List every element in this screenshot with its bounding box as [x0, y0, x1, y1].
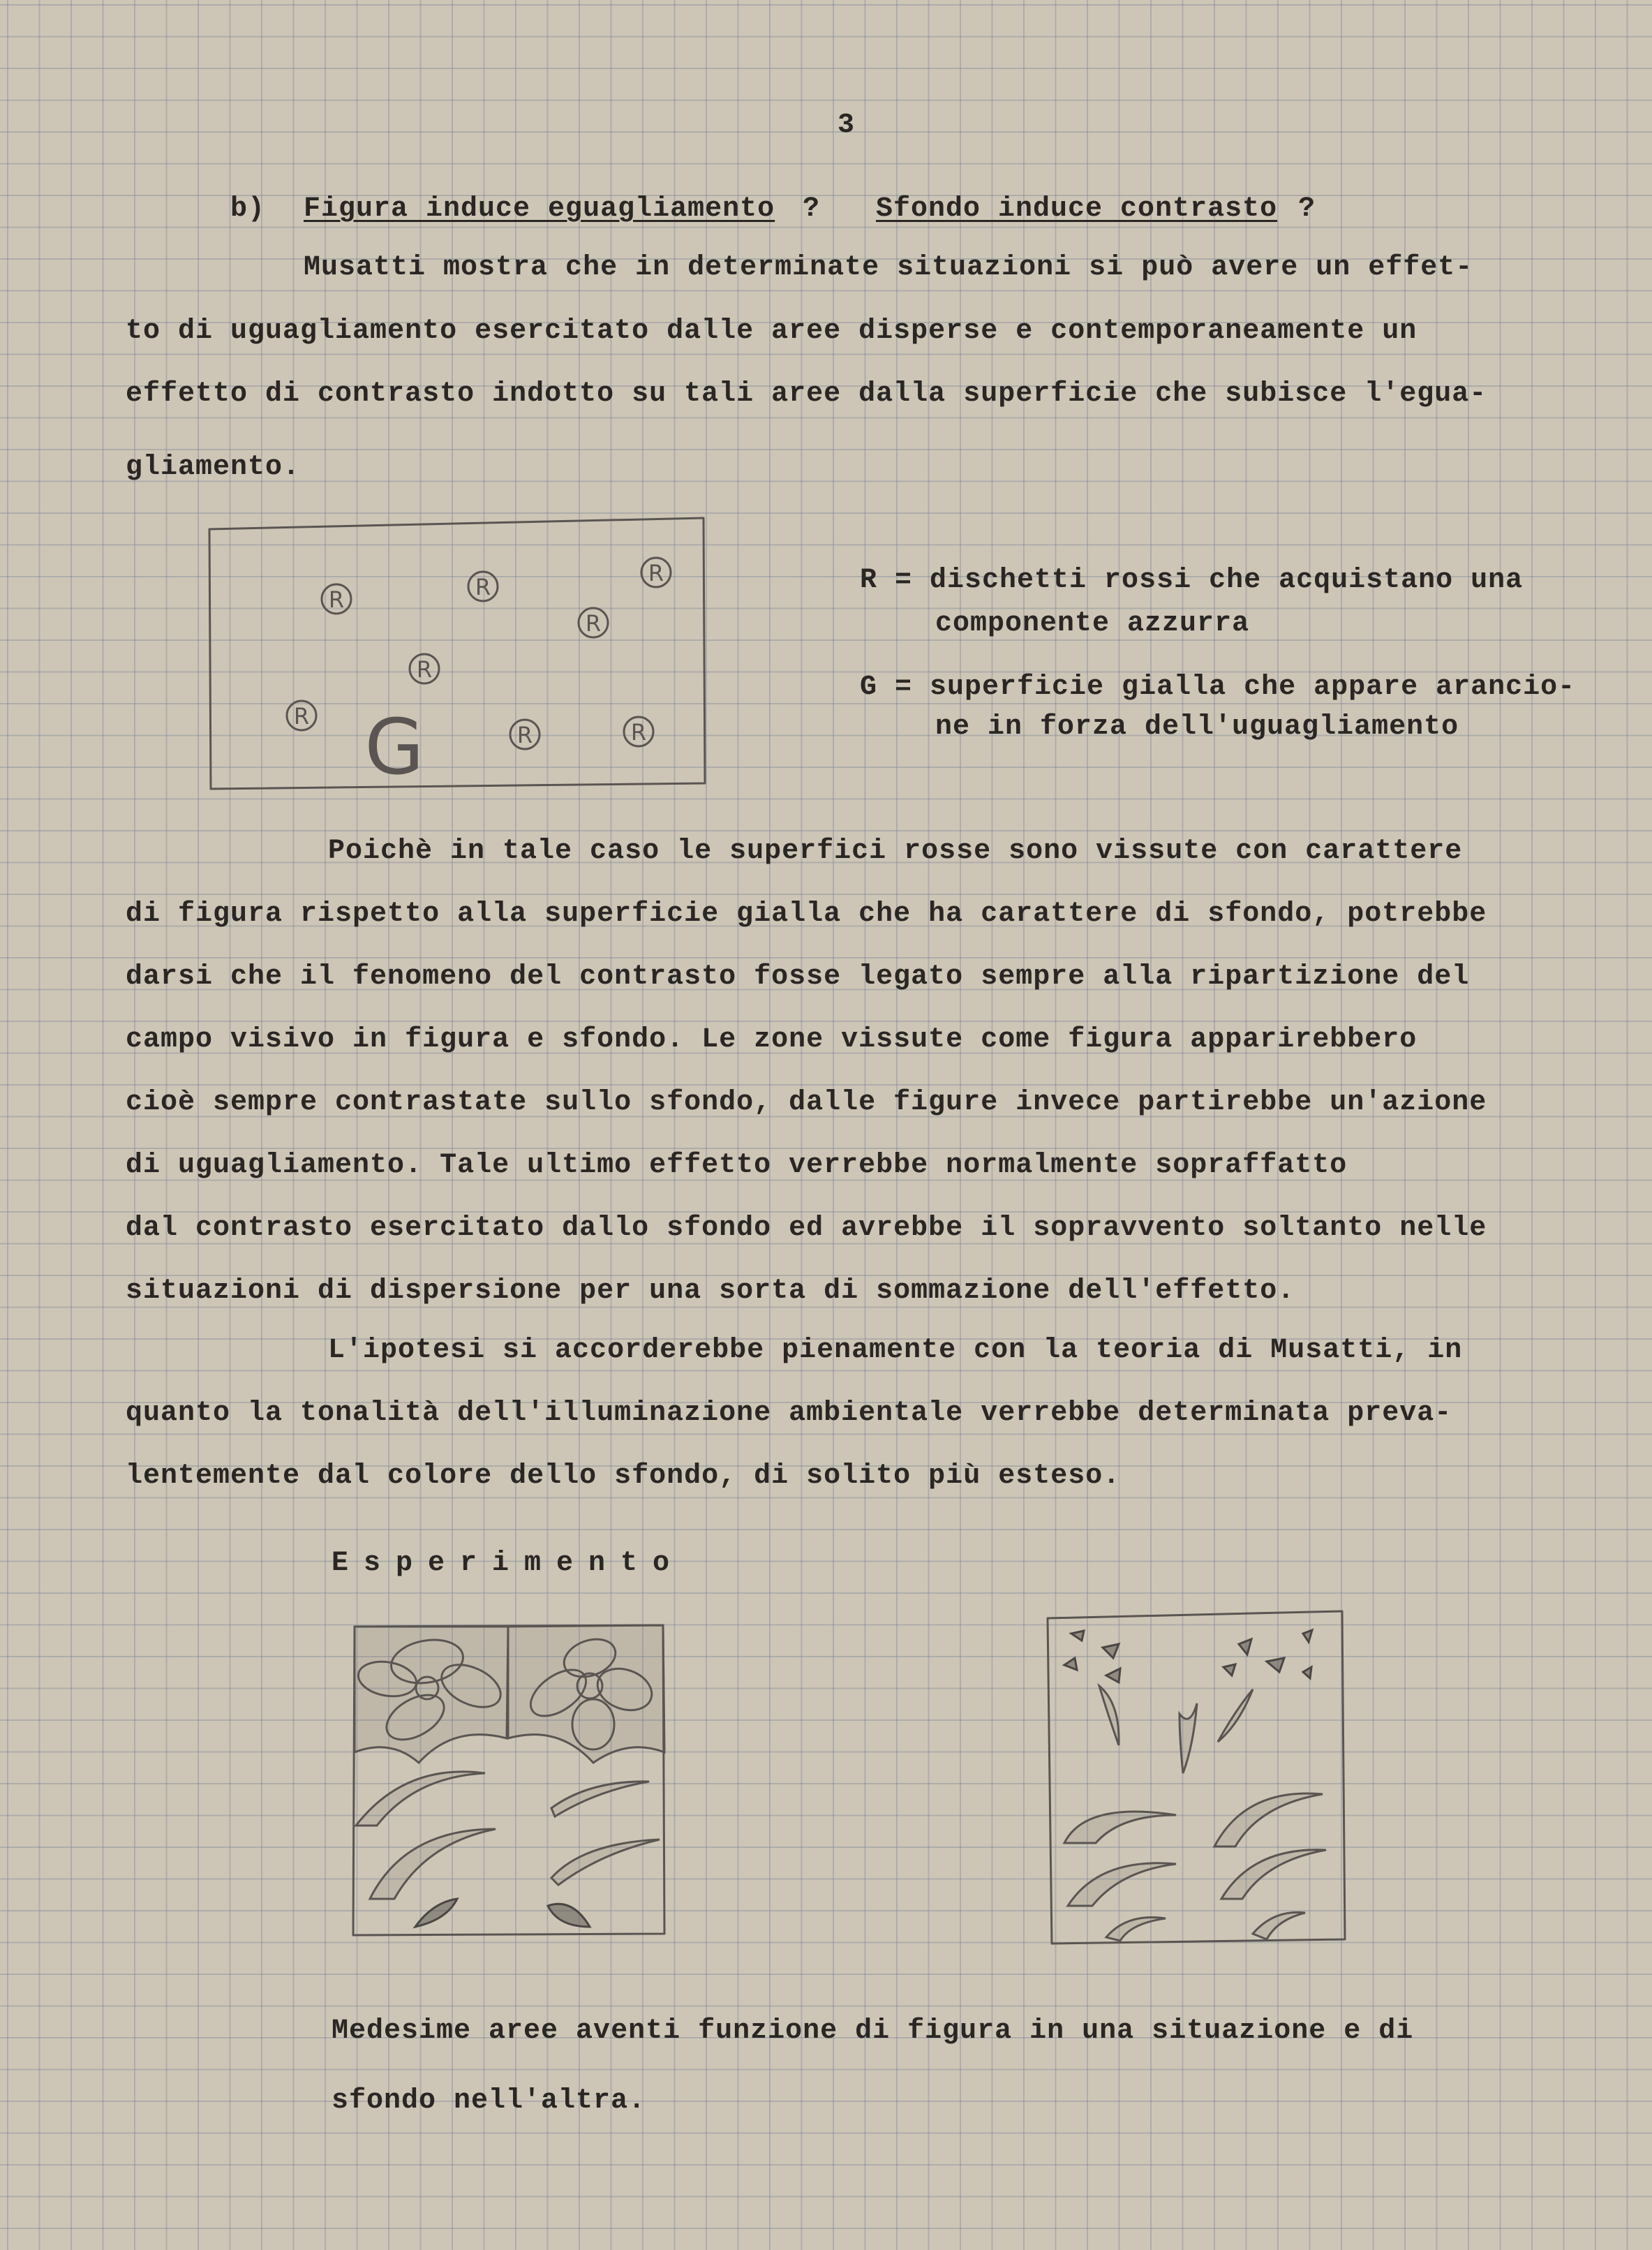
legend-line: G = superficie gialla che appare arancio-: [860, 672, 1576, 703]
figure-discs-sketch: [202, 510, 712, 796]
disc-r: [287, 701, 316, 730]
disc-r: [468, 572, 498, 601]
heading-question-figure: Figura induce eguagliamento: [304, 193, 775, 225]
legend-line: ne in forza dell'uguagliamento: [935, 711, 1459, 743]
svg-text:R: R: [293, 703, 310, 730]
experiment-figure-left: [349, 1620, 670, 1941]
text-line: darsi che il fenomeno del contrasto fosse legato sempre alla ripartizione del: [126, 961, 1470, 993]
svg-text:R: R: [516, 722, 533, 748]
text-line: dal contrasto esercitato dallo sfondo ed avrebbe il sopravvento soltanto nelle: [126, 1213, 1487, 1244]
page-number: 3: [838, 110, 856, 141]
heading-question-ground: Sfondo induce contrasto: [876, 193, 1278, 225]
experiment-figure-right: [1043, 1606, 1350, 1955]
svg-text:R: R: [416, 656, 433, 683]
petal-fragments: [1064, 1630, 1312, 1682]
text-line: Poichè in tale caso le superfici rosse sono vissute con carattere: [328, 836, 1463, 867]
heading-question-mark-2: ?: [1298, 193, 1316, 225]
text-line: di uguagliamento. Tale ultimo effetto verrebbe normalmente sopraffatto: [126, 1150, 1348, 1181]
text-line: sfondo nell'altra.: [332, 2085, 646, 2117]
disc-r: [641, 558, 671, 587]
legend-line: componente azzurra: [935, 608, 1250, 639]
text-line: lentemente dal colore dello sfondo, di solito più esteso.: [126, 1460, 1121, 1492]
text-line: effetto di contrasto indotto su tali aree dalla superficie che subisce l'egua-: [126, 378, 1487, 410]
disc-r: [510, 720, 539, 749]
legend-line: R = dischetti rossi che acquistano una: [860, 565, 1524, 596]
text-line: quanto la tonalità dell'illuminazione ambientale verrebbe determinata preva-: [126, 1398, 1452, 1429]
text-line: Medesime aree aventi funzione di figura in una situazione e di: [332, 2015, 1414, 2047]
text-line: to di uguagliamento esercitato dalle aree disperse e contemporaneamente un: [126, 316, 1417, 347]
text-line: Musatti mostra che in determinate situazioni si può avere un effet-: [304, 252, 1473, 283]
text-line: L'ipotesi si accorderebbe pienamente con la teoria di Musatti, in: [328, 1335, 1463, 1366]
heading-marker: b): [230, 193, 266, 225]
text-line: cioè sempre contrastate sullo sfondo, dalle figure invece partirebbe un'azione: [126, 1087, 1487, 1118]
text-line: campo visivo in figura e sfondo. Le zone vissute come figura apparirebbero: [126, 1024, 1417, 1056]
disc-r: [579, 608, 608, 637]
text-line: situazioni di dispersione per una sorta di sommazione dell'effetto.: [126, 1275, 1295, 1307]
experiment-label: Esperimento: [332, 1548, 685, 1579]
disc-r: [410, 654, 439, 683]
disc-r: [322, 584, 351, 614]
text-line: gliamento.: [126, 452, 301, 483]
svg-text:R: R: [585, 610, 602, 637]
svg-text:R: R: [328, 586, 345, 613]
svg-text:R: R: [648, 560, 664, 586]
svg-text:R: R: [630, 719, 647, 746]
text-line: di figura rispetto alla superficie gialla che ha carattere di sfondo, potrebbe: [126, 898, 1487, 930]
area-g-label: G: [364, 702, 424, 792]
disc-r: [624, 717, 653, 746]
svg-text:R: R: [475, 574, 491, 600]
heading-question-mark-1: ?: [803, 193, 821, 225]
